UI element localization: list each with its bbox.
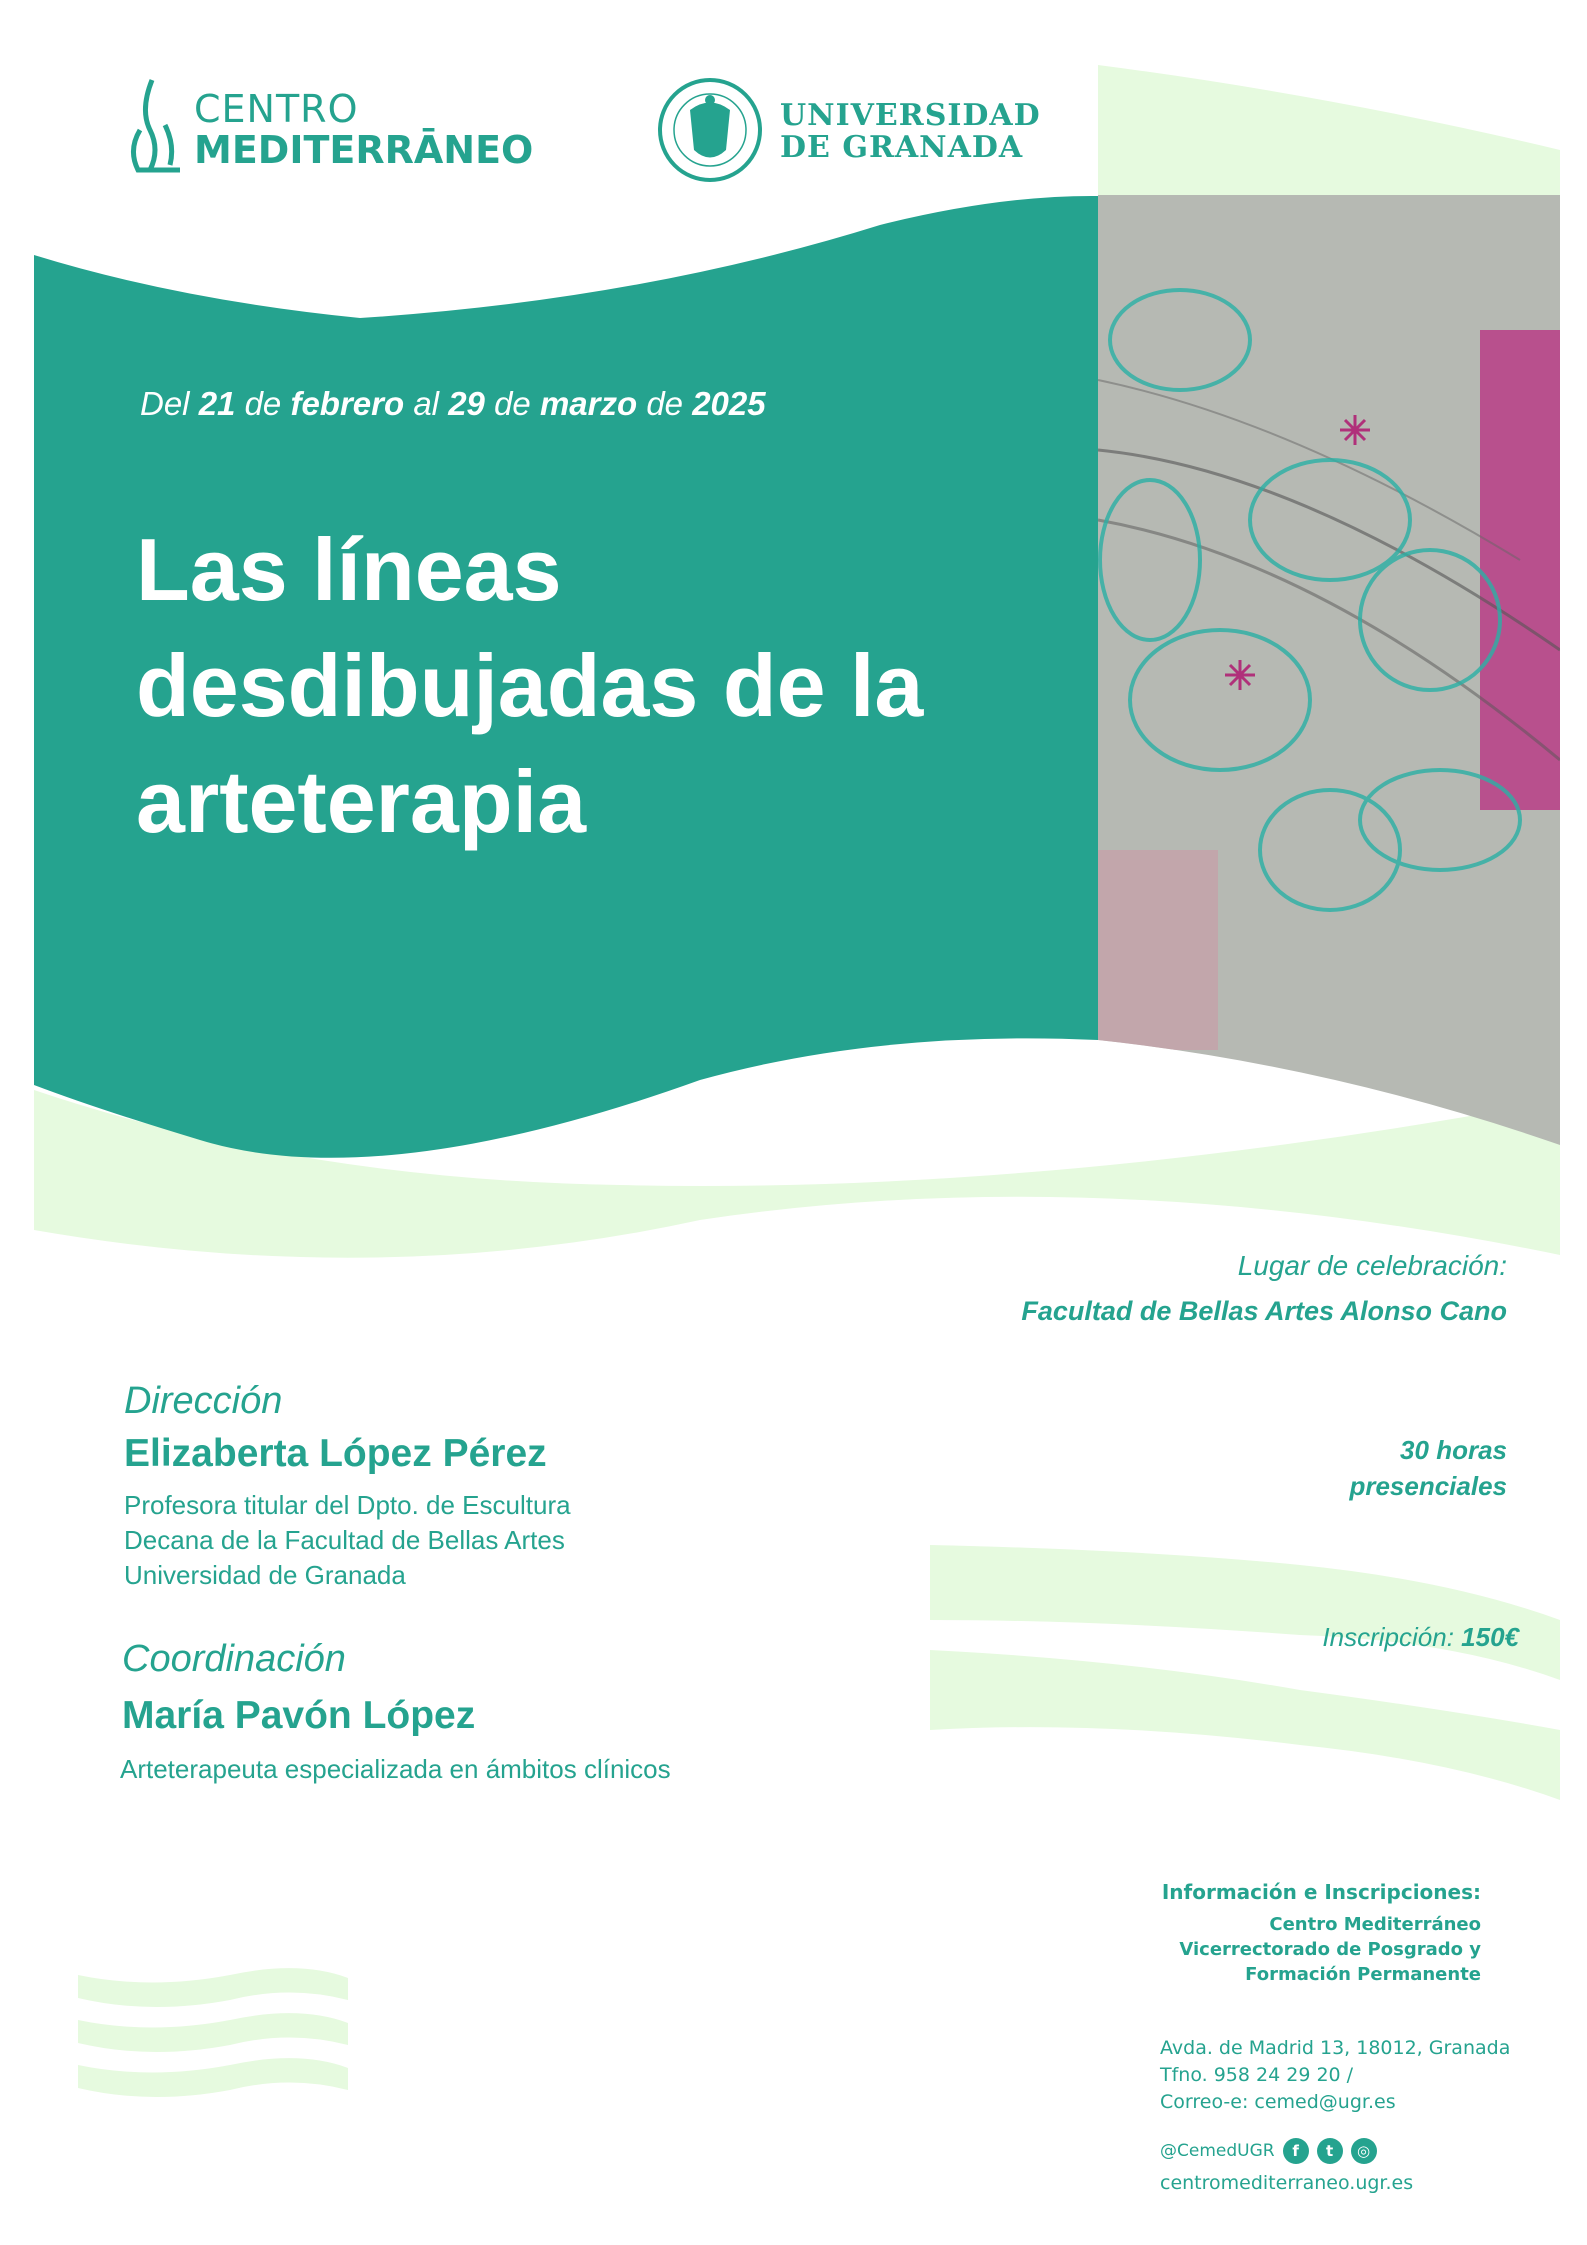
facebook-icon[interactable]: f [1283, 2138, 1309, 2164]
title-line: Las líneas [136, 520, 562, 619]
phone-line: Tfno. 958 24 29 20 / [1160, 2064, 1354, 2086]
date-text: Del [140, 385, 199, 422]
fee-value: 150€ [1461, 1622, 1519, 1652]
university-seal-icon [660, 80, 760, 180]
info-organization [1162, 1912, 1481, 1987]
fee-label: Inscripción: [1322, 1622, 1462, 1652]
centro-mediterraneo-logo-icon [133, 80, 180, 170]
left-wave-3 [78, 2058, 348, 2097]
hours-line: presenciales [1349, 1471, 1507, 1501]
artwork-photo [1098, 195, 1560, 1145]
university-logo [780, 100, 1041, 163]
logo-university-line2: DE GRANADA [780, 129, 1024, 165]
org-line: Formación Permanente [1245, 1964, 1481, 1985]
twitter-icon[interactable]: t [1317, 2138, 1343, 2164]
coordinator-line: Arteterapeuta especializada en ámbitos clínicos [120, 1754, 671, 1784]
email-line: Correo-e: cemed@ugr.es [1160, 2091, 1396, 2113]
date-text: de [484, 385, 540, 422]
director-line: Profesora titular del Dpto. de Escultura [124, 1490, 571, 1520]
social-handle: @CemedUGR [1160, 2141, 1275, 2161]
title-line: desdibujadas de la [136, 636, 924, 735]
title-line: arteterapia [136, 752, 587, 851]
venue [1021, 1250, 1507, 1327]
director-line: Universidad de Granada [124, 1560, 406, 1590]
date-end-day: 29 [448, 385, 485, 422]
date-start-day: 21 [198, 385, 236, 422]
left-wave-1 [78, 1968, 348, 2007]
date-text: al [404, 385, 449, 422]
director-description [124, 1488, 571, 1593]
date-text: de [637, 385, 693, 422]
director-name: Elizaberta López Pérez [124, 1432, 547, 1475]
left-wave-2 [78, 2013, 348, 2052]
centro-mediterraneo-logo [194, 87, 534, 172]
logo-centro-line1: CENTRO [194, 87, 359, 131]
logo-university-line1: UNIVERSIDAD [780, 98, 1041, 133]
instagram-icon[interactable]: ◎ [1351, 2138, 1377, 2164]
date-start-month: febrero [290, 385, 405, 422]
contact-details [1160, 2035, 1510, 2116]
logo-centro-line2: MEDITERRĀNEO [194, 128, 534, 172]
right-wave-3 [930, 1650, 1560, 1800]
registration-fee [1322, 1622, 1519, 1653]
course-hours [1349, 1432, 1507, 1504]
date-text: de [235, 385, 291, 422]
event-dates [140, 385, 766, 423]
address-line: Avda. de Madrid 13, 18012, Granada [1160, 2037, 1511, 2059]
coordinator-description [120, 1752, 671, 1787]
social-links [1160, 2138, 1377, 2164]
website-link[interactable]: centromediterraneo.ugr.es [1160, 2172, 1414, 2194]
org-line: Centro Mediterráneo [1269, 1914, 1481, 1935]
course-title [136, 512, 1056, 860]
coordinator-name: María Pavón López [122, 1694, 476, 1737]
org-line: Vicerrectorado de Posgrado y [1179, 1939, 1481, 1960]
date-end-month: marzo [539, 385, 638, 422]
date-year: 2025 [692, 385, 766, 422]
info-title: Información e Inscripciones: [1161, 1880, 1481, 1904]
venue-label: Lugar de celebración: [1237, 1250, 1507, 1281]
direccion-heading: Dirección [124, 1380, 283, 1422]
director-line: Decana de la Facultad de Bellas Artes [124, 1525, 565, 1555]
venue-value: Facultad de Bellas Artes Alonso Cano [1021, 1296, 1507, 1326]
hours-line: 30 horas [1400, 1435, 1507, 1465]
info-block [1162, 1880, 1481, 1987]
coordinacion-heading: Coordinación [122, 1638, 346, 1680]
